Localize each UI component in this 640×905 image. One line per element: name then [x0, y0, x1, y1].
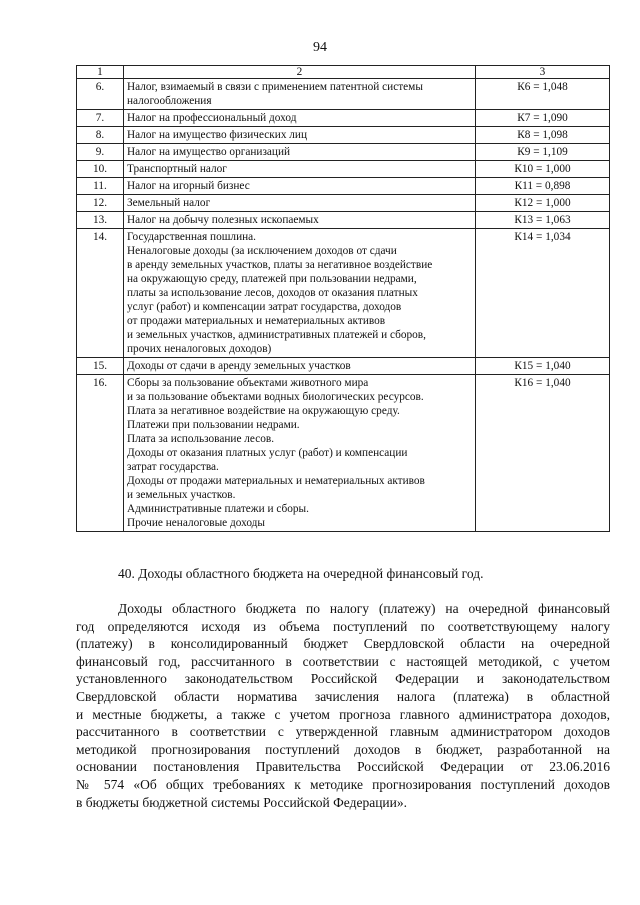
- income-type-line: Административные платежи и сборы.: [127, 503, 309, 515]
- income-type-line: Плата за использование лесов.: [127, 433, 275, 445]
- coefficient-value: К11 = 0,898: [476, 178, 610, 195]
- paragraph-line: № 574 «Об общих требованиях к методике прогнозирования поступлений доходов: [76, 776, 610, 792]
- income-type-line: платы за использование лесов, доходов от оказания платных: [127, 287, 418, 299]
- income-type-line: от продажи материальных и нематериальных активов: [127, 315, 386, 327]
- income-type: [124, 79, 476, 110]
- paragraph-line: рассчитанного в соответствии с утвержденной главным администратором доходов: [76, 724, 610, 740]
- income-type-line: прочих неналоговых доходов): [127, 343, 272, 355]
- paragraph-line: методикой прогнозирования поступлений доходов в бюджет, разработанной на: [76, 741, 610, 757]
- header-cell-1: 1: [77, 66, 124, 79]
- row-number: 8.: [77, 127, 124, 144]
- income-type: [124, 229, 476, 358]
- income-type-line: Налог на добычу полезных ископаемых: [127, 214, 319, 226]
- income-type: [124, 375, 476, 532]
- paragraph-line: и местные бюджеты, а также с учетом прогноза главного администратора доходов,: [76, 706, 610, 722]
- income-type-line: Прочие неналоговые доходы: [127, 517, 265, 529]
- table-row: [77, 358, 610, 375]
- income-type: [124, 178, 476, 195]
- paragraph-line: год определяются исходя из объема поступлений по соответствующему налогу: [76, 618, 610, 634]
- section-heading: 40. Доходы областного бюджета на очередной финансовый год.: [118, 566, 484, 581]
- row-number: 14.: [77, 229, 124, 358]
- income-type-line: Транспортный налог: [127, 163, 227, 175]
- table-row: [77, 212, 610, 229]
- income-type: [124, 127, 476, 144]
- income-type: [124, 110, 476, 127]
- row-number: 13.: [77, 212, 124, 229]
- page-number: 94: [313, 40, 327, 55]
- income-type-line: услуг (работ) и компенсации затрат государства, доходов: [127, 301, 402, 313]
- income-type: [124, 212, 476, 229]
- income-type-line: Платежи при пользовании недрами.: [127, 419, 300, 431]
- coefficient-table: [76, 65, 610, 532]
- income-type-line: в аренду земельных участков, платы за негативное воздействие: [127, 259, 433, 271]
- paragraph-line: установленного законодательством Российской Федерации и законодательством: [76, 671, 610, 687]
- row-number: 16.: [77, 375, 124, 532]
- body-paragraph: [76, 600, 610, 811]
- header-cell-2: 2: [124, 66, 476, 79]
- income-type: [124, 195, 476, 212]
- income-type-line: затрат государства.: [127, 461, 219, 473]
- table-row: [77, 229, 610, 358]
- income-type-line: на окружающую среду, платежей при пользовании недрами,: [127, 273, 417, 285]
- income-type: [124, 358, 476, 375]
- coefficient-value: К16 = 1,040: [476, 375, 610, 532]
- table-row: [77, 110, 610, 127]
- table-row: [77, 178, 610, 195]
- paragraph-line: Свердловской области норматива зачисления налога (платежа) в областной: [76, 688, 610, 704]
- row-number: 10.: [77, 161, 124, 178]
- row-number: 11.: [77, 178, 124, 195]
- income-type-line: Налог, взимаемый в связи с применением патентной системы: [127, 81, 423, 93]
- income-type-line: Сборы за пользование объектами животного мира: [127, 377, 369, 389]
- table-row: [77, 144, 610, 161]
- table-row: [77, 375, 610, 532]
- income-type-line: Налог на профессиональный доход: [127, 112, 297, 124]
- coefficient-value: К7 = 1,090: [476, 110, 610, 127]
- income-type-line: и земельных участков.: [127, 489, 236, 501]
- income-type-line: Плата за негативное воздействие на окружающую среду.: [127, 405, 400, 417]
- income-type-line: Государственная пошлина.: [127, 231, 256, 243]
- paragraph-line: Доходы областного бюджета по налогу (платежу) на очередной финансовый: [118, 601, 610, 616]
- row-number: 9.: [77, 144, 124, 161]
- coefficient-value: К10 = 1,000: [476, 161, 610, 178]
- income-type-line: и земельных участков, административных платежей и сборов,: [127, 329, 426, 341]
- row-number: 6.: [77, 79, 124, 110]
- paragraph-line: (платежу) в консолидированный бюджет Свердловской области на очередной: [76, 636, 610, 652]
- coefficient-value: К8 = 1,098: [476, 127, 610, 144]
- table-row: [77, 161, 610, 178]
- table-row: [77, 127, 610, 144]
- table-row: [77, 195, 610, 212]
- paragraph-line: финансовый год, рассчитанного в соответствии с настоящей методикой, с учетом: [76, 653, 610, 669]
- income-type-line: Доходы от сдачи в аренду земельных участков: [127, 360, 351, 372]
- table-header-row: [77, 66, 610, 79]
- coefficient-value: К14 = 1,034: [476, 229, 610, 358]
- header-cell-3: 3: [476, 66, 610, 79]
- income-type-line: Налог на имущество организаций: [127, 146, 291, 158]
- coefficient-value: К12 = 1,000: [476, 195, 610, 212]
- income-type: [124, 144, 476, 161]
- income-type-line: и за пользование объектами водных биологических ресурсов.: [127, 391, 424, 403]
- row-number: 15.: [77, 358, 124, 375]
- income-type-line: Земельный налог: [127, 197, 211, 209]
- table-row: [77, 79, 610, 110]
- coefficient-value: К13 = 1,063: [476, 212, 610, 229]
- income-type-line: Налог на имущество физических лиц: [127, 129, 308, 141]
- coefficient-value: К9 = 1,109: [476, 144, 610, 161]
- coefficient-value: К6 = 1,048: [476, 79, 610, 110]
- income-type-line: Налог на игорный бизнес: [127, 180, 250, 192]
- coefficient-value: К15 = 1,040: [476, 358, 610, 375]
- paragraph-line: в бюджеты бюджетной системы Российской Федерации».: [76, 794, 408, 810]
- income-type-line: Доходы от продажи материальных и нематериальных активов: [127, 475, 425, 487]
- paragraph-line: основании постановления Правительства Российской Федерации от 23.06.2016: [76, 759, 610, 775]
- row-number: 7.: [77, 110, 124, 127]
- income-type-line: Доходы от оказания платных услуг (работ) и компенсации: [127, 447, 408, 459]
- income-type-line: налогообложения: [127, 95, 212, 107]
- row-number: 12.: [77, 195, 124, 212]
- income-type: [124, 161, 476, 178]
- income-type-line: Неналоговые доходы (за исключением доходов от сдачи: [127, 245, 397, 257]
